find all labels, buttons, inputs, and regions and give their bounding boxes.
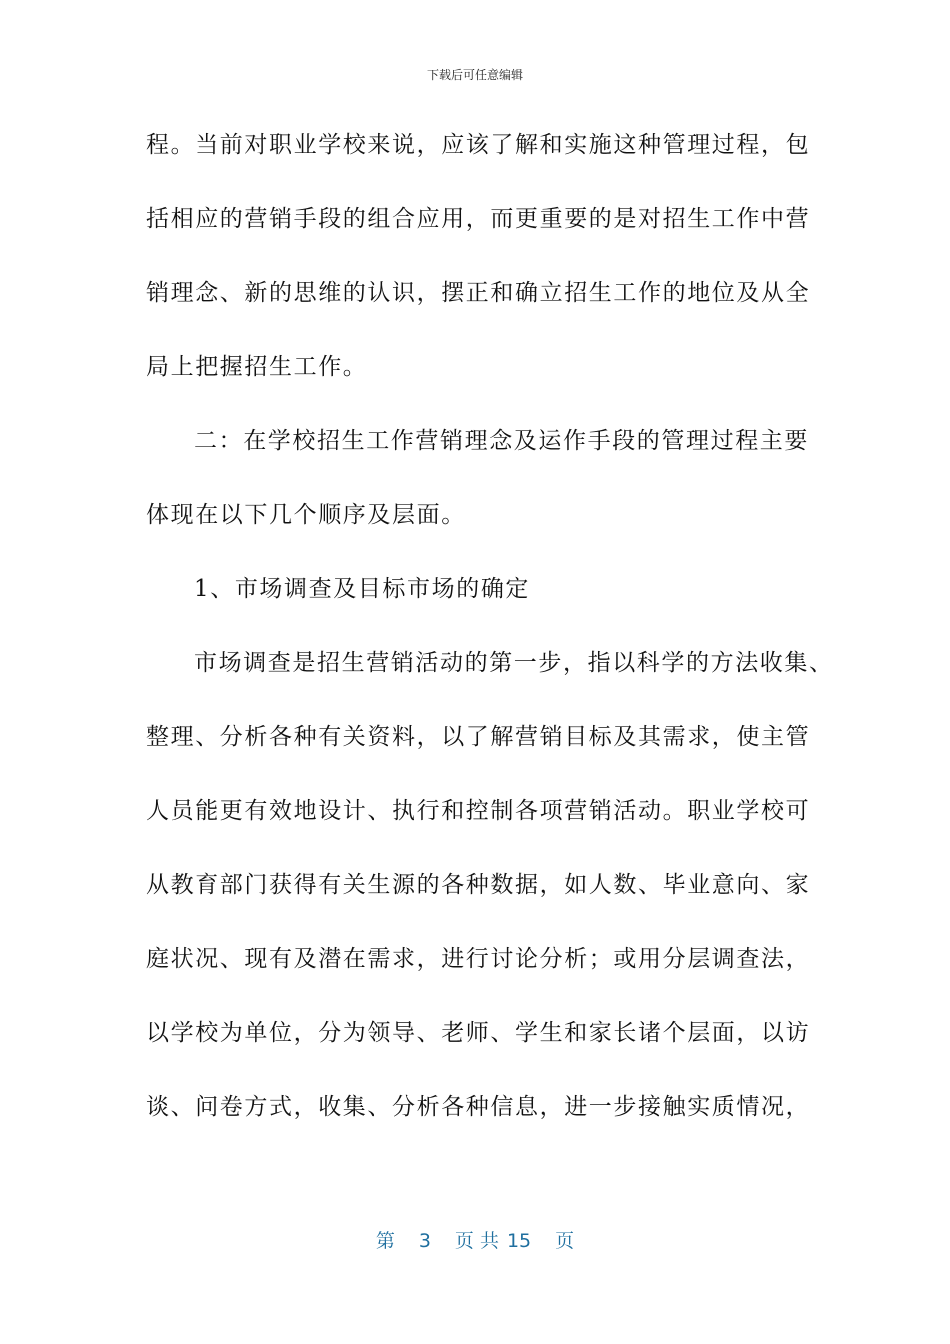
page-header: 下载后可任意编辑 [426, 68, 523, 82]
footer-middle: 页 共 [454, 1230, 499, 1252]
text-line: 以学校为单位，分为领导、老师、学生和家长诸个层面，以访 [146, 1020, 811, 1046]
text-line: 程。当前对职业学校来说，应该了解和实施这种管理过程，包 [146, 132, 811, 158]
footer-prefix: 第 [375, 1230, 395, 1252]
text-line: 从教育部门获得有关生源的各种数据，如人数、毕业意向、家 [146, 872, 811, 898]
section-heading-line: 二：在学校招生工作营销理念及运作手段的管理过程主要 [194, 428, 809, 454]
body-text [146, 120, 834, 1156]
text-line: 局上把握招生工作。 [146, 354, 368, 380]
text-line: 谈、问卷方式，收集、分析各种信息，进一步接触实质情况， [146, 1094, 811, 1120]
text-line: 整理、分析各种有关资料，以了解营销目标及其需求，使主管 [146, 724, 811, 750]
page-footer [0, 1226, 950, 1253]
text-line: 括相应的营销手段的组合应用，而更重要的是对招生工作中营 [146, 206, 811, 232]
footer-page-number: 3 [418, 1230, 431, 1252]
footer-suffix: 页 [555, 1230, 575, 1252]
text-line: 人员能更有效地设计、执行和控制各项营销活动。职业学校可 [146, 798, 811, 824]
subsection-heading: 1、市场调查及目标市场的确定 [194, 576, 531, 602]
text-line: 销理念、新的思维的认识，摆正和确立招生工作的地位及从全 [146, 280, 811, 306]
text-line: 庭状况、现有及潜在需求，进行讨论分析；或用分层调查法， [146, 946, 811, 972]
paragraph-start-line: 市场调查是招生营销活动的第一步，指以科学的方法收集、 [194, 650, 834, 676]
footer-total-pages: 15 [506, 1230, 532, 1252]
text-line: 体现在以下几个顺序及层面。 [146, 502, 466, 528]
